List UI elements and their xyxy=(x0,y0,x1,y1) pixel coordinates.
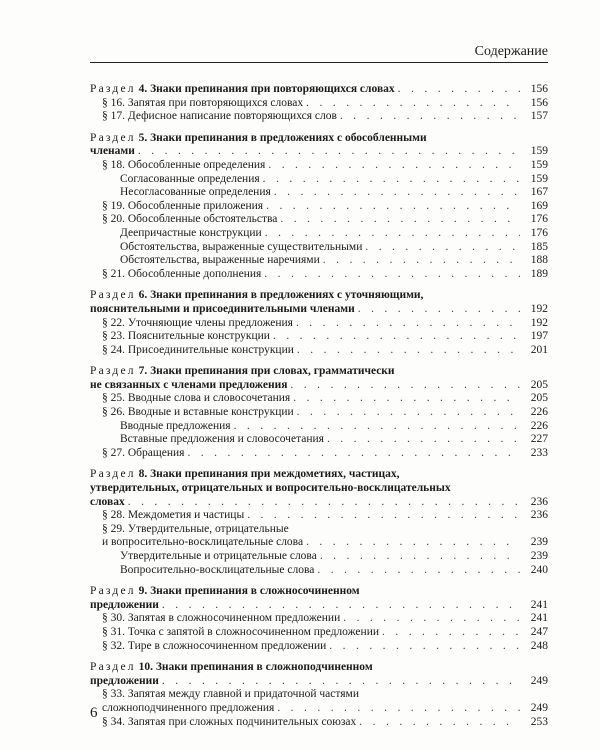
section-heading-line[interactable] xyxy=(90,303,548,317)
page-ref: 167 xyxy=(530,186,548,199)
page-ref: 197 xyxy=(530,330,548,343)
page-ref: 159 xyxy=(530,172,548,185)
toc-entry[interactable] xyxy=(90,688,548,702)
page-ref: 159 xyxy=(530,145,548,158)
section-word: Раздел xyxy=(90,468,136,481)
toc-entry[interactable] xyxy=(90,254,548,268)
leader-dots xyxy=(247,509,520,523)
entry-title: § 24. Присоединительные конструкции xyxy=(102,343,294,356)
section-title: 10. Знаки препинания в сложноподчиненном xyxy=(138,661,373,674)
leader-dots xyxy=(306,536,520,550)
toc-section xyxy=(90,585,548,653)
toc-entry[interactable] xyxy=(90,200,548,214)
section-heading-line[interactable] xyxy=(90,83,548,97)
leader-dots xyxy=(162,675,520,689)
entry-title: Вопросительно-восклицательные слова xyxy=(120,563,315,576)
section-title: не связанных с членами предложения xyxy=(90,378,288,391)
page-ref: 253 xyxy=(530,715,548,728)
leader-dots xyxy=(296,317,520,331)
section-title: 8. Знаки препинания при междометиях, частицах, xyxy=(138,468,400,481)
toc-entry[interactable] xyxy=(90,97,548,111)
page-ref: 236 xyxy=(530,495,548,508)
page-ref: 157 xyxy=(530,110,548,123)
page-ref: 226 xyxy=(530,406,548,419)
page-ref: 249 xyxy=(530,674,548,687)
leader-dots xyxy=(327,433,520,447)
toc-entry[interactable] xyxy=(90,317,548,331)
section-heading-line[interactable] xyxy=(90,599,548,613)
leader-dots xyxy=(306,97,520,111)
entry-title: Утвердительные и отрицательные слова xyxy=(120,550,317,562)
leader-dots xyxy=(323,254,520,268)
toc-entry[interactable] xyxy=(90,536,548,550)
toc-entry[interactable] xyxy=(90,564,548,578)
entry-title: § 23. Пояснительные конструкции xyxy=(102,330,270,343)
leader-dots xyxy=(297,406,520,420)
toc-entry[interactable] xyxy=(90,241,548,255)
entry-title: § 19. Обособленные приложения xyxy=(102,199,264,212)
section-heading-line[interactable] xyxy=(90,496,548,510)
entry-title: § 21. Обособленные дополнения xyxy=(102,267,262,280)
page-ref: 236 xyxy=(530,509,548,522)
toc-entry[interactable] xyxy=(90,344,548,358)
section-heading-line[interactable] xyxy=(90,482,548,496)
leader-dots xyxy=(266,200,520,214)
running-header-title: Содержание xyxy=(474,44,548,59)
entry-title: § 26. Вводные и вставные конструкции xyxy=(102,406,294,419)
leader-dots xyxy=(138,145,520,159)
page-ref: 176 xyxy=(530,226,548,239)
leader-dots xyxy=(277,702,520,716)
section-title: 9. Знаки препинания в сложносочиненном xyxy=(138,585,360,598)
section-title: 5. Знаки препинания в предложениях с обособленными xyxy=(138,131,427,144)
toc-entry[interactable] xyxy=(90,173,548,187)
toc-entry[interactable] xyxy=(90,716,548,730)
toc-entry[interactable] xyxy=(90,447,548,461)
entry-title: § 25. Вводные слова и словосочетания xyxy=(102,392,291,405)
toc-entry[interactable] xyxy=(90,509,548,523)
section-title: 6. Знаки препинания в предложениях с уточняющими, xyxy=(138,289,424,302)
section-heading-line[interactable] xyxy=(90,379,548,393)
page-ref: 169 xyxy=(530,199,548,212)
toc-entry[interactable] xyxy=(90,186,548,200)
toc-entry[interactable] xyxy=(90,523,548,537)
toc-entry[interactable] xyxy=(90,213,548,227)
toc-entry[interactable] xyxy=(90,159,548,173)
entry-title: § 30. Запятая в сложносочиненном предложении xyxy=(102,612,341,625)
section-heading-line[interactable] xyxy=(90,675,548,689)
entry-title: § 17. Дефисное написание повторяющихся слов xyxy=(102,110,337,123)
leader-dots xyxy=(317,564,520,578)
entry-title: § 32. Тире в сложносочиненном предложении xyxy=(102,639,327,652)
section-heading-line[interactable] xyxy=(90,145,548,159)
section-title: 7. Знаки препинания при словах, грамматически xyxy=(138,365,395,378)
page-ref: 248 xyxy=(530,639,548,652)
page-ref: 205 xyxy=(530,392,548,405)
page-ref: 159 xyxy=(530,158,548,171)
section-title: 4. Знаки препинания при повторяющихся словах xyxy=(138,83,395,95)
section-title: предложении xyxy=(90,674,159,687)
leader-dots xyxy=(264,268,520,282)
entry-title: § 27. Обращения xyxy=(102,446,185,459)
page-ref: 192 xyxy=(530,302,548,315)
leader-dots xyxy=(265,227,520,241)
leader-dots xyxy=(320,550,520,564)
page-ref: 176 xyxy=(530,213,548,226)
section-heading-line[interactable] xyxy=(90,468,548,482)
leader-dots xyxy=(234,420,520,434)
leader-dots xyxy=(329,640,520,654)
entry-title: § 22. Уточняющие члены предложения xyxy=(102,316,293,329)
section-title: предложении xyxy=(90,598,159,611)
leader-dots xyxy=(293,392,520,406)
toc-entry[interactable] xyxy=(90,433,548,447)
toc-section xyxy=(90,365,548,460)
section-title: утвердительных, отрицательных и вопросительно-восклицательных xyxy=(90,482,451,495)
leader-dots xyxy=(398,83,520,97)
page-ref: 241 xyxy=(530,598,548,611)
entry-title: Обстоятельства, выраженные существительными xyxy=(120,240,363,253)
toc-entry[interactable] xyxy=(90,612,548,626)
leader-dots xyxy=(280,213,520,227)
toc-entry[interactable] xyxy=(90,330,548,344)
entry-title: сложноподчиненного предложения xyxy=(102,701,275,714)
section-word: Раздел xyxy=(90,289,136,302)
toc-section xyxy=(90,83,548,124)
page-ref: 185 xyxy=(530,240,548,253)
page-ref: 201 xyxy=(530,343,548,356)
running-header xyxy=(90,42,548,63)
entry-title: Деепричастные конструкции xyxy=(120,226,262,239)
section-word: Раздел xyxy=(90,365,136,378)
leader-dots xyxy=(273,330,520,344)
page-ref: 156 xyxy=(530,83,548,95)
leader-dots xyxy=(162,599,520,613)
entry-title: § 31. Точка с запятой в сложносочиненном предложении xyxy=(102,625,379,638)
entry-title: и вопросительно-восклицательные слова xyxy=(102,536,304,549)
entry-title: § 18. Обособленные определения xyxy=(102,158,266,171)
section-title: членами xyxy=(90,145,135,158)
table-of-contents xyxy=(90,83,548,737)
page-number: 6 xyxy=(90,705,98,721)
toc-entry[interactable] xyxy=(90,626,548,640)
page-ref: 239 xyxy=(530,536,548,549)
toc-entry[interactable] xyxy=(90,640,548,654)
leader-dots xyxy=(274,186,520,200)
toc-entry[interactable] xyxy=(90,227,548,241)
section-title: пояснительными и присоединительными членами xyxy=(90,302,355,315)
entry-title: § 20. Обособленные обстоятельства xyxy=(102,213,278,226)
page-ref: 188 xyxy=(530,254,548,267)
page-ref: 241 xyxy=(530,612,548,625)
toc-entry[interactable] xyxy=(90,392,548,406)
toc-entry[interactable] xyxy=(90,702,548,716)
toc-section xyxy=(90,661,548,729)
page-ref: 192 xyxy=(530,316,548,329)
entry-title: § 29. Утвердительные, отрицательные xyxy=(102,522,289,535)
toc-section xyxy=(90,289,548,357)
entry-title: § 33. Запятая между главной и придаточной частями xyxy=(102,688,359,701)
entry-title: Обстоятельства, выраженные наречиями xyxy=(120,254,320,267)
leader-dots xyxy=(297,344,520,358)
page-ref: 205 xyxy=(530,378,548,391)
page-ref: 239 xyxy=(530,550,548,562)
leader-dots xyxy=(382,626,520,640)
section-word: Раздел xyxy=(90,585,136,598)
leader-dots xyxy=(340,110,520,124)
leader-dots xyxy=(365,241,520,255)
section-word: Раздел xyxy=(90,661,136,674)
page-ref: 233 xyxy=(530,446,548,459)
section-word: Раздел xyxy=(90,131,136,144)
entry-title: Вводные предложения xyxy=(120,419,231,432)
entry-title: Согласованные определения xyxy=(120,172,260,185)
section-heading-line[interactable] xyxy=(90,661,548,675)
entry-title: Несогласованные определения xyxy=(120,186,271,199)
page-ref: 247 xyxy=(530,625,548,638)
leader-dots xyxy=(128,496,520,510)
leader-dots xyxy=(268,159,520,173)
toc-entry[interactable] xyxy=(90,550,548,564)
page-ref: 240 xyxy=(530,563,548,576)
section-heading-line[interactable] xyxy=(90,365,548,379)
page-ref: 227 xyxy=(530,433,548,446)
page-ref: 189 xyxy=(530,267,548,280)
toc-section xyxy=(90,468,548,577)
leader-dots xyxy=(343,612,520,626)
page-ref: 156 xyxy=(530,96,548,109)
page-ref: 249 xyxy=(530,701,548,714)
leader-dots xyxy=(290,379,520,393)
section-word: Раздел xyxy=(90,83,136,95)
toc-entry[interactable] xyxy=(90,110,548,124)
toc-entry[interactable] xyxy=(90,268,548,282)
entry-title: § 16. Запятая при повторяющихся словах xyxy=(102,96,304,109)
section-title: словах xyxy=(90,495,125,508)
leader-dots xyxy=(358,303,520,317)
entry-title: § 34. Запятая при сложных подчинительных союзах xyxy=(102,715,357,728)
leader-dots xyxy=(359,716,520,730)
leader-dots xyxy=(187,447,520,461)
entry-title: § 28. Междометия и частицы xyxy=(102,509,245,522)
entry-title: Вставные предложения и словосочетания xyxy=(120,433,324,446)
page-ref: 226 xyxy=(530,419,548,432)
section-heading-line[interactable] xyxy=(90,585,548,599)
section-heading-line[interactable] xyxy=(90,132,548,146)
toc-entry[interactable] xyxy=(90,406,548,420)
toc-entry[interactable] xyxy=(90,420,548,434)
section-heading-line[interactable] xyxy=(90,289,548,303)
leader-dots xyxy=(263,173,520,187)
toc-section xyxy=(90,132,548,282)
